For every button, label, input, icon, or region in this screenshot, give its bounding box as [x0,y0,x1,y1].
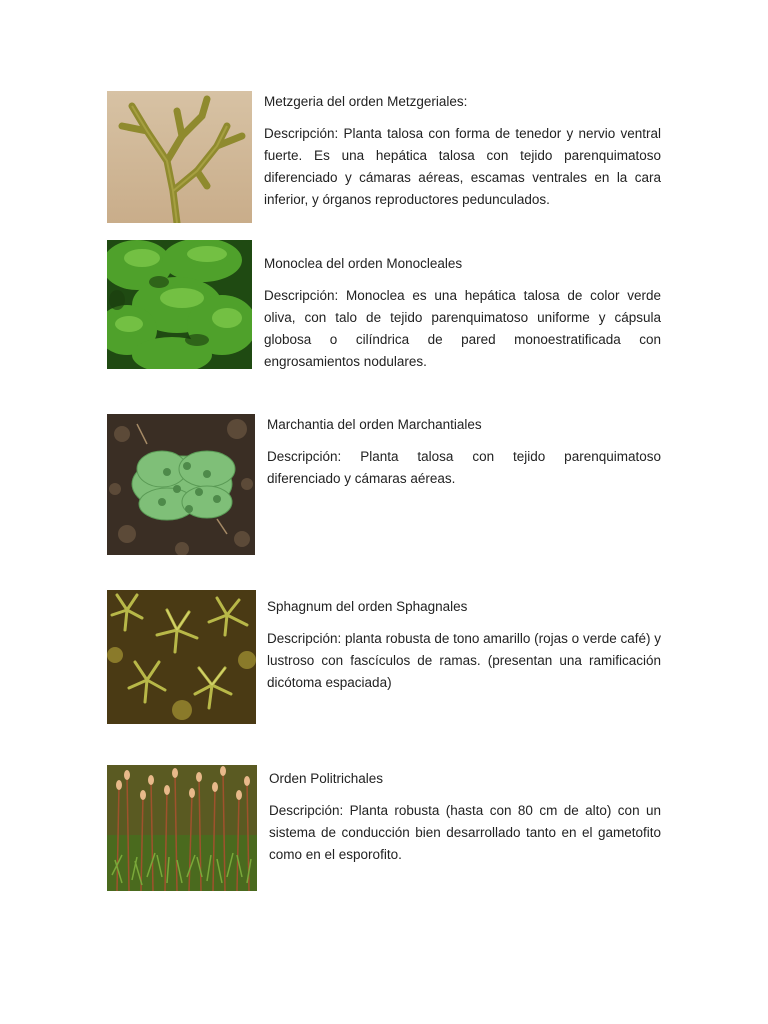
entry-text [264,255,661,373]
entry-title: Marchantia del orden Marchantiales [267,417,482,432]
monoclea-photo [107,240,252,369]
entry-text [267,416,661,490]
entry-description: Descripción: Monoclea es una hepática talosa de color verde oliva, con talo de tejido parenquimatoso uniforme y cápsula globosa o cilíndrica de pared monoestratificada con engrosamientos nodulares. [264,288,661,369]
entry-title: Orden Politrichales [269,771,384,786]
entry-title: Monoclea del orden Monocleales [264,256,463,271]
entry-description: Descripción: Planta robusta (hasta con 80 cm de alto) con un sistema de conducción bien desarrollado tanto en el gametofito como en el esporofito. [269,803,661,862]
entry-description: Descripción: Planta talosa con tejido parenquimatoso diferenciado y cámaras aéreas. [267,449,661,486]
sphagnum-photo [107,590,256,724]
entry-description: Descripción: planta robusta de tono amarillo (rojas o verde café) y lustroso con fascículos de ramas. (presentan una ramificación dicótoma espaciada) [267,631,661,690]
entry-text [269,770,661,866]
entry-description: Descripción: Planta talosa con forma de tenedor y nervio ventral fuerte. Es una hepática talosa con tejido parenquimatoso diferenciado y cámaras aéreas, escamas ventrales en la cara inferior, y órganos reproductores pedunculados. [264,126,661,207]
metzgeria-photo [107,91,252,223]
marchantia-photo [107,414,255,555]
entry-text [267,598,661,694]
polytrichales-photo [107,765,257,891]
entry-text [264,93,661,211]
entry-title: Sphagnum del orden Sphagnales [267,599,468,614]
entry-title: Metzgeria del orden Metzgeriales: [264,94,468,109]
